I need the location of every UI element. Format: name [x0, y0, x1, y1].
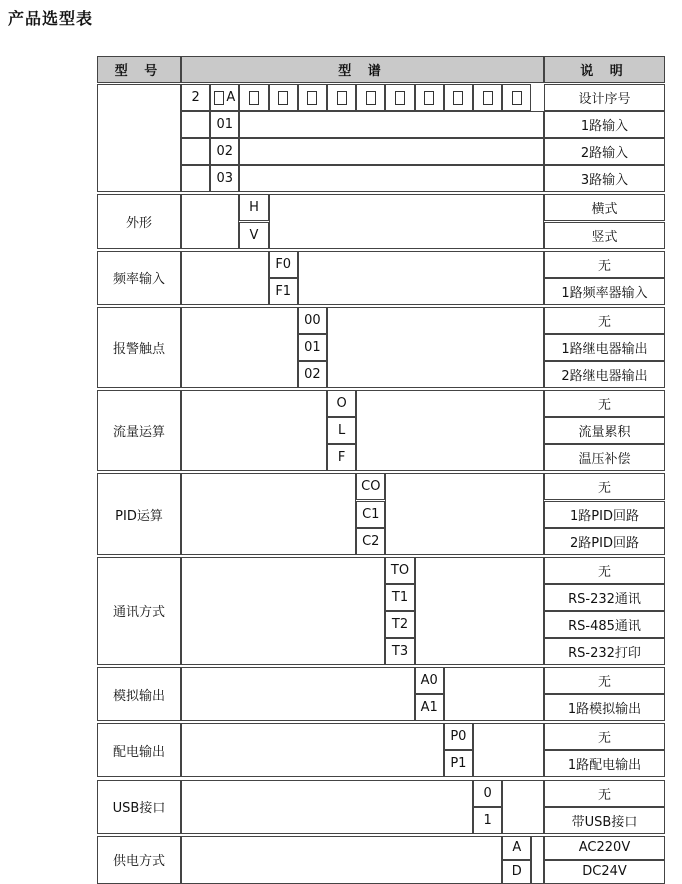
code-placeholder-box [269, 84, 298, 111]
option-code: A [502, 836, 531, 860]
option-code: T3 [385, 638, 414, 665]
serial-letter [210, 84, 239, 111]
group-label: PID运算 [97, 473, 181, 554]
option-code: CO [356, 473, 385, 500]
description: 1路PID回路 [544, 501, 665, 528]
description: 1路频率器输入 [544, 278, 665, 305]
description: 2路PID回路 [544, 528, 665, 555]
option-code: H [239, 194, 268, 221]
option-code: V [239, 222, 268, 249]
option-code: P0 [444, 723, 473, 750]
empty-box [424, 91, 434, 105]
spacer [531, 836, 544, 884]
description: AC220V [544, 836, 665, 860]
option-code: 02 [298, 361, 327, 388]
spacer [473, 723, 544, 777]
option-code: 03 [210, 165, 239, 192]
group-label: 通讯方式 [97, 557, 181, 665]
empty-box [453, 91, 463, 105]
description: 1路继电器输出 [544, 334, 665, 361]
option-code: F0 [269, 251, 298, 278]
code-placeholder-box [502, 84, 531, 111]
empty-box [395, 91, 405, 105]
option-code: TO [385, 557, 414, 584]
description: 无 [544, 473, 665, 500]
spacer [502, 780, 544, 834]
option-code: F1 [269, 278, 298, 305]
description: RS-232通讯 [544, 584, 665, 611]
empty-box [483, 91, 493, 105]
code-placeholder-box [415, 84, 444, 111]
empty-box [337, 91, 347, 105]
option-code: P1 [444, 750, 473, 777]
option-code: C2 [356, 528, 385, 555]
description: 无 [544, 307, 665, 334]
spacer [181, 307, 298, 388]
description: 3路输入 [544, 165, 665, 192]
option-code: L [327, 417, 356, 444]
option-code: O [327, 390, 356, 417]
code-placeholder-box [385, 84, 414, 111]
empty-box [278, 91, 288, 105]
option-code: 01 [298, 334, 327, 361]
group-label: 报警触点 [97, 307, 181, 388]
description: DC24V [544, 860, 665, 884]
page-title: 产品选型表 [8, 9, 94, 28]
description: 带USB接口 [544, 807, 665, 834]
description: 1路配电输出 [544, 750, 665, 777]
description: 无 [544, 667, 665, 694]
option-code: 02 [210, 138, 239, 165]
description: 流量累积 [544, 417, 665, 444]
option-code: 01 [210, 111, 239, 138]
option-code: 0 [473, 780, 502, 807]
description: 横式 [544, 194, 665, 221]
group-label: 供电方式 [97, 836, 181, 884]
option-code: D [502, 860, 531, 884]
spacer [444, 667, 544, 721]
description: 无 [544, 390, 665, 417]
spacer [239, 111, 544, 138]
group-label: 模拟输出 [97, 667, 181, 721]
code-placeholder-box [327, 84, 356, 111]
group-label: 配电输出 [97, 723, 181, 777]
spacer [298, 251, 544, 305]
description: RS-485通讯 [544, 611, 665, 638]
option-code: F [327, 444, 356, 471]
option-code: 00 [298, 307, 327, 334]
code-placeholder-box [444, 84, 473, 111]
code-placeholder-box [473, 84, 502, 111]
spacer [356, 390, 544, 471]
spacer [327, 307, 544, 388]
description: 温压补偿 [544, 444, 665, 471]
spacer [181, 473, 356, 554]
code-placeholder-box [298, 84, 327, 111]
description: RS-232打印 [544, 638, 665, 665]
spacer [181, 111, 210, 138]
serial-letter-text: A [226, 90, 236, 106]
spacer [239, 138, 544, 165]
empty-box [307, 91, 317, 105]
spacer [181, 667, 415, 721]
group-label: 外形 [97, 194, 181, 248]
spacer [415, 557, 544, 665]
code-placeholder-box [239, 84, 268, 111]
option-code: T1 [385, 584, 414, 611]
spacer [239, 165, 544, 192]
description: 2路继电器输出 [544, 361, 665, 388]
group-label: USB接口 [97, 780, 181, 834]
option-code: C1 [356, 501, 385, 528]
description: 1路模拟输出 [544, 694, 665, 721]
spacer [181, 194, 239, 248]
description: 设计序号 [544, 84, 665, 111]
empty-box [512, 91, 522, 105]
spacer [181, 138, 210, 165]
spacer [181, 780, 473, 834]
serial-digit: 2 [181, 84, 210, 111]
option-code: T2 [385, 611, 414, 638]
description: 2路输入 [544, 138, 665, 165]
option-code: A0 [415, 667, 444, 694]
spacer [269, 194, 544, 248]
empty-box [366, 91, 376, 105]
description: 无 [544, 557, 665, 584]
option-code: 1 [473, 807, 502, 834]
spacer [181, 723, 444, 777]
spacer [181, 390, 327, 471]
header-model: 型 号 [97, 56, 181, 83]
description: 竖式 [544, 222, 665, 249]
header-desc: 说 明 [544, 56, 665, 83]
spacer [181, 836, 502, 884]
description: 无 [544, 251, 665, 278]
empty-box [249, 91, 259, 105]
description: 无 [544, 780, 665, 807]
spacer [181, 251, 269, 305]
code-placeholder-box [356, 84, 385, 111]
spacer [385, 473, 544, 554]
option-code: A1 [415, 694, 444, 721]
spacer [181, 557, 385, 665]
empty-box [214, 91, 224, 105]
header-spectrum: 型 谱 [181, 56, 544, 83]
spacer [181, 165, 210, 192]
group-label: 流量运算 [97, 390, 181, 471]
group-label [97, 84, 181, 192]
description: 1路输入 [544, 111, 665, 138]
description: 无 [544, 723, 665, 750]
group-label: 频率输入 [97, 251, 181, 305]
